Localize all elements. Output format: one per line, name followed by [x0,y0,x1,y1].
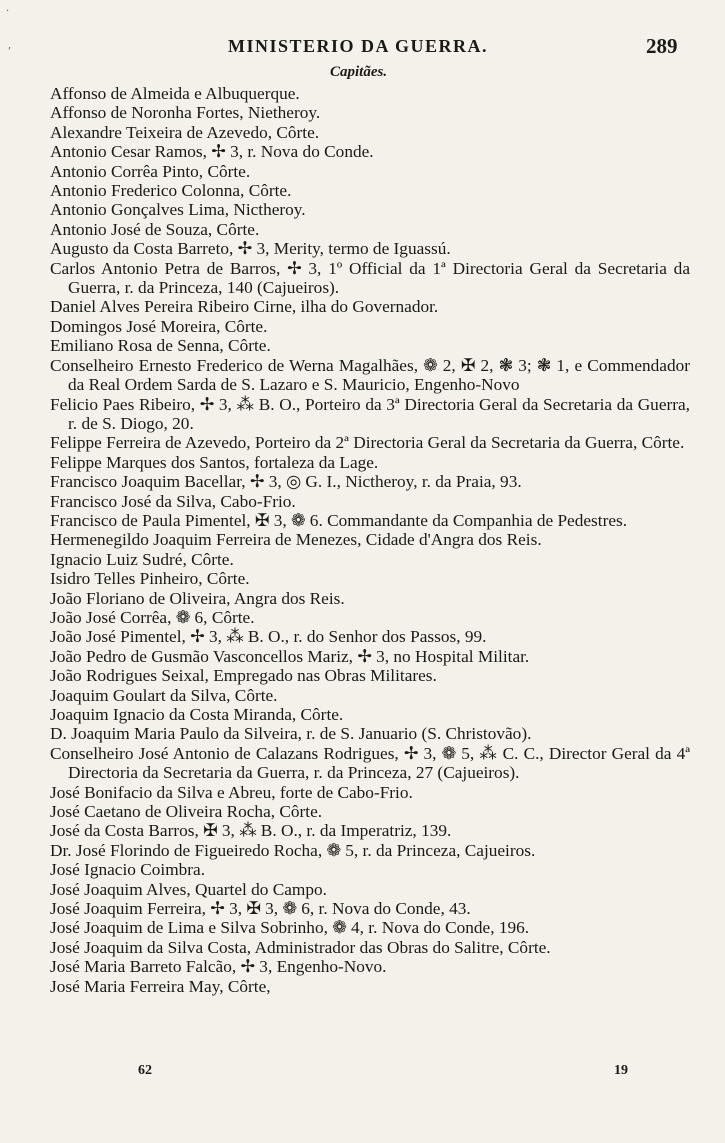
list-entry: Felicio Paes Ribeiro, ✢ 3, ⁂ B. O., Porteiro da 3ª Directoria Geral da Secretaria da Guerra, r. de S. Diogo, 20. [50,394,690,433]
list-entry: José Bonifacio da Silva e Abreu, forte de Cabo-Frio. [50,782,413,802]
entry-list [50,84,690,996]
list-entry: D. Joaquim Maria Paulo da Silveira, r. de S. Januario (S. Christovão). [50,724,532,744]
list-entry: Joaquim Ignacio da Costa Miranda, Côrte. [50,705,344,724]
list-entry: José Caetano de Oliveira Rocha, Côrte. [50,802,323,822]
list-entry: João José Pimentel, ✢ 3, ⁂ B. O., r. do Senhor dos Passos, 99. [50,627,487,647]
list-entry: Conselheiro José Antonio de Calazans Rodrigues, ✢ 3, ❁ 5, ⁂ C. C., Director Geral da 4ª Directoria da Secretaria da Guerra, r. da Princeza, 27 (Cajueiros). [50,743,690,783]
list-entry: Emiliano Rosa de Senna, Côrte. [50,336,271,356]
list-entry: Isidro Telles Pinheiro, Côrte. [50,569,250,589]
list-entry: Antonio Gonçalves Lima, Nictheroy. [50,200,306,220]
list-entry: Daniel Alves Pereira Ribeiro Cirne, ilha do Governador. [50,297,439,317]
list-entry: José Joaquim Ferreira, ✢ 3, ✠ 3, ❁ 6, r. Nova do Conde, 43. [50,899,471,919]
list-entry: Alexandre Teixeira de Azevedo, Côrte. [50,122,320,142]
print-speck: , [8,40,12,51]
list-entry: Hermenegildo Joaquim Ferreira de Menezes, Cidade d'Angra dos Reis. [50,530,542,550]
list-entry: José da Costa Barros, ✠ 3, ⁂ B. O., r. da Imperatriz, 139. [50,821,452,841]
list-entry: Felippe Marques dos Santos, fortaleza da Lage. [50,452,379,472]
running-title: MINISTERIO DA GUERRA. [228,36,489,56]
list-entry: Antonio Cesar Ramos, ✢ 3, r. Nova do Conde. [50,142,374,162]
list-entry: Felippe Ferreira de Azevedo, Porteiro da 2ª Directoria Geral da Secretaria da Guerra, Côrte. [50,433,685,453]
list-entry: João Pedro de Gusmão Vasconcellos Mariz, ✢ 3, no Hospital Militar. [50,646,530,666]
list-entry: Carlos Antonio Petra de Barros, ✢ 3, 1º Official da 1ª Directoria Geral da Secretaria da Guerra, r. da Princeza, 140 (Cajueiros). [50,258,690,298]
page-header [0,34,725,62]
list-entry: Domingos José Moreira, Côrte. [50,316,268,336]
list-entry: Dr. José Florindo de Figueiredo Rocha, ❁ 5, r. da Princeza, Cajueiros. [50,840,536,860]
page-footer [0,1063,725,1083]
list-entry: Francisco Joaquim Bacellar, ✢ 3, ◎ G. I., Nictheroy, r. da Praia, 93. [50,472,522,492]
list-entry: Antonio José de Souza, Côrte. [50,219,260,239]
list-entry: Antonio Frederico Colonna, Côrte. [50,181,292,201]
signature-mark-right: 19 [614,1063,628,1078]
list-entry: Ignacio Luiz Sudré, Côrte. [50,549,234,569]
list-entry: Augusto da Costa Barreto, ✢ 3, Merity, termo de Iguassú. [50,239,451,259]
list-entry: José Ignacio Coimbra. [50,860,206,880]
list-entry: Antonio Corrêa Pinto, Côrte. [50,161,251,181]
list-entry: Francisco José da Silva, Cabo-Frio. [50,491,296,511]
list-entry: José Joaquim Alves, Quartel do Campo. [50,879,327,899]
list-entry: Francisco de Paula Pimentel, ✠ 3, ❁ 6. Commandante da Companhia de Pedestres. [50,510,628,530]
list-entry: Affonso de Noronha Fortes, Nietheroy. [50,103,321,123]
print-speck: · [6,6,10,17]
section-title: Capitães. [330,64,388,80]
list-entry: José Joaquim de Lima e Silva Sobrinho, ❁ 4, r. Nova do Conde, 196. [50,918,530,938]
list-entry: Affonso de Almeida e Albuquerque. [50,84,300,103]
list-entry: José Maria Barreto Falcão, ✢ 3, Engenho-Novo. [50,957,387,977]
list-entry: João Rodrigues Seixal, Empregado nas Obras Militares. [50,666,437,686]
list-entry: José Maria Ferreira May, Côrte, [50,976,271,996]
list-entry: José Joaquim da Silva Costa, Administrador das Obras do Salitre, Côrte. [50,937,551,957]
list-entry: Joaquim Goulart da Silva, Côrte. [50,685,278,705]
list-entry: Conselheiro Ernesto Frederico de Werna Magalhães, ❁ 2, ✠ 2, ❃ 3; ❃ 1, e Commendador da Real Ordem Sarda de S. Lazaro e S. Mauricio, Engenho-Novo [50,355,690,395]
page-number: 289 [646,34,678,58]
signature-mark-left: 62 [138,1063,152,1078]
list-entry: João Floriano de Oliveira, Angra dos Reis. [50,588,345,608]
list-entry: João José Corrêa, ❁ 6, Côrte. [50,607,255,627]
